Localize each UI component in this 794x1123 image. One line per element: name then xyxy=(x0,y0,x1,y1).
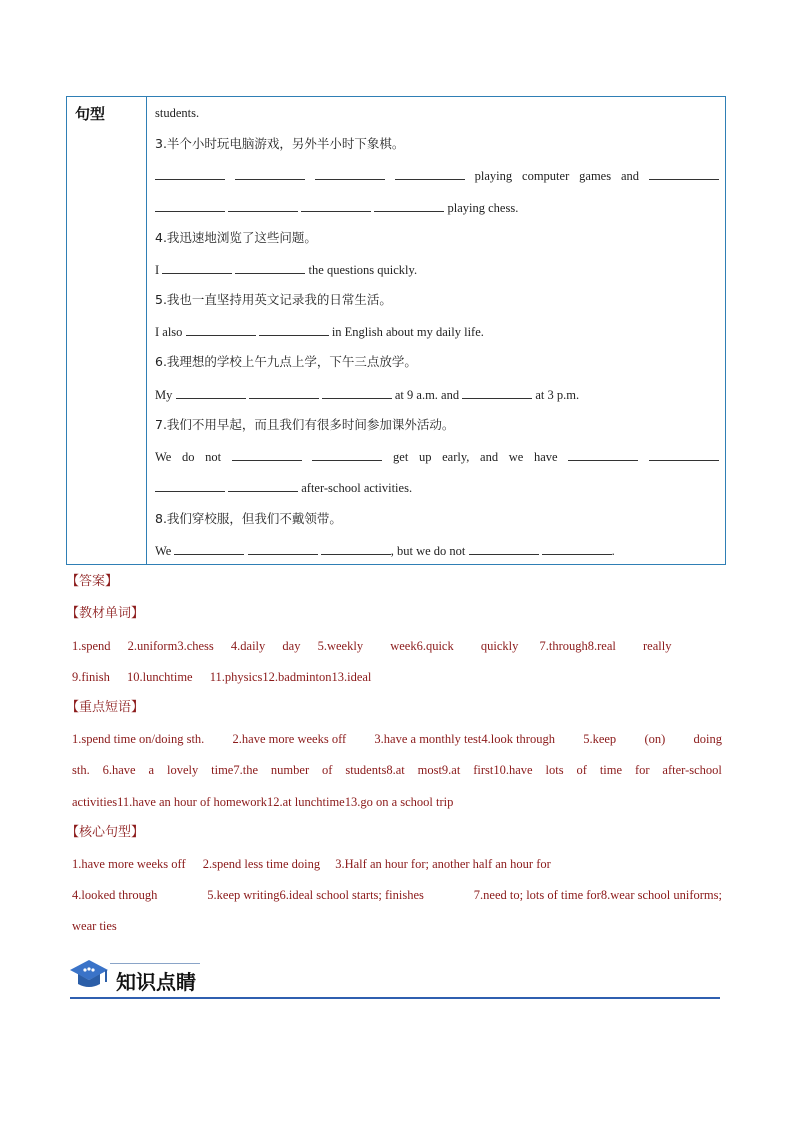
sentence-3-chinese: 3.半个小时玩电脑游戏，另外半小时下象棋。 xyxy=(155,136,405,151)
blank[interactable] xyxy=(155,479,225,492)
blank[interactable] xyxy=(374,199,444,212)
blank[interactable] xyxy=(649,448,719,461)
answers-heading: 【答案】 xyxy=(66,574,119,589)
section-core-sentences-heading: 【核心句型】 xyxy=(66,825,145,840)
answer-item: 2.have more weeks off xyxy=(232,732,347,746)
answer-item: doing xyxy=(693,732,722,746)
text: I also xyxy=(155,325,183,339)
answer-item: 3.have a monthly test4.look through xyxy=(374,732,555,746)
text: at 9 a.m. and xyxy=(394,388,460,402)
text: . xyxy=(611,544,615,558)
blank[interactable] xyxy=(162,261,232,274)
label-sentence-patterns: 句型 xyxy=(75,105,106,123)
sentence-3-line-1 xyxy=(155,167,719,184)
text: playing chess. xyxy=(447,201,519,215)
blank[interactable] xyxy=(155,199,225,212)
blank[interactable] xyxy=(155,167,225,180)
answer-item: 3.Half an hour for; another half an hour for xyxy=(335,857,551,871)
answer-item: 5.keep writing6.ideal school starts; finishes xyxy=(207,888,424,902)
blank[interactable] xyxy=(248,542,318,555)
answer-item: of xyxy=(322,763,333,777)
blank[interactable] xyxy=(542,542,612,555)
word: We xyxy=(155,450,172,464)
blank[interactable] xyxy=(469,542,539,555)
answer-item: 1.have more weeks off xyxy=(72,857,186,871)
answer-item: 11.physics12.badminton13.ideal xyxy=(209,670,372,684)
blank[interactable] xyxy=(228,199,298,212)
text: My xyxy=(155,388,173,402)
blank[interactable] xyxy=(395,167,465,180)
answer-item: 4.looked through xyxy=(72,888,158,902)
answer-item: 1.spend xyxy=(72,639,111,653)
blank[interactable] xyxy=(249,386,319,399)
answer-line xyxy=(72,762,722,778)
blank[interactable] xyxy=(228,479,298,492)
answer-item: a xyxy=(148,763,155,777)
blank[interactable] xyxy=(649,167,719,180)
answer-item: 9.finish xyxy=(72,670,110,684)
sentence-6-chinese: 6.我理想的学校上午九点上学，下午三点放学。 xyxy=(155,354,417,369)
graduation-cap-icon xyxy=(68,958,110,994)
answer-item: 5.keep xyxy=(583,732,617,746)
answer-item: time xyxy=(599,763,623,777)
text: the questions quickly. xyxy=(308,263,418,277)
line-students: students. xyxy=(155,106,200,120)
text: We xyxy=(155,544,172,558)
sentence-7-chinese: 7.我们不用早起，而且我们有很多时间参加课外活动。 xyxy=(155,417,455,432)
answer-item: of xyxy=(576,763,587,777)
text: , but we do not xyxy=(390,544,466,558)
word: get xyxy=(393,450,409,464)
word: games xyxy=(579,169,612,183)
word: not xyxy=(205,450,222,464)
answer-item: 10.lunchtime xyxy=(126,670,193,684)
word: up xyxy=(418,450,432,464)
word: do xyxy=(182,450,195,464)
blank[interactable] xyxy=(235,167,305,180)
answer-item: after-school xyxy=(662,763,722,777)
answer-item: number xyxy=(270,763,310,777)
answer-item: week6.quick xyxy=(390,639,454,653)
answer-item: sth. xyxy=(72,763,90,777)
answer-item: 2.spend less time doing xyxy=(202,857,321,871)
answer-line xyxy=(72,887,722,903)
sentence-5-english xyxy=(155,323,719,340)
text: in English about my daily life. xyxy=(331,325,484,339)
section-title: 知识点睛 xyxy=(116,970,196,994)
blank[interactable] xyxy=(174,542,244,555)
answer-item: quickly xyxy=(480,639,519,653)
text: at 3 p.m. xyxy=(535,388,580,402)
sentence-4-english xyxy=(155,261,719,278)
answer-item: 2.uniform3.chess xyxy=(127,639,214,653)
answer-line xyxy=(72,638,722,654)
sentence-8-chinese: 8.我们穿校服，但我们不戴领带。 xyxy=(155,511,342,526)
blank[interactable] xyxy=(186,323,256,336)
content-column xyxy=(147,97,725,564)
answer-item: lots xyxy=(545,763,564,777)
word: early, xyxy=(442,450,470,464)
blank[interactable] xyxy=(232,448,302,461)
answer-item: 5.weekly xyxy=(317,639,364,653)
answer-item: 1.spend time on/doing sth. xyxy=(72,732,205,746)
answer-item: 7.need to; lots of time for8.wear school uniforms; xyxy=(473,888,722,902)
answer-item: 6.have xyxy=(102,763,136,777)
answer-item: lovely xyxy=(166,763,199,777)
blank[interactable] xyxy=(315,167,385,180)
sentence-3-line-2 xyxy=(155,199,719,216)
sentence-8-english xyxy=(155,542,719,559)
word: playing xyxy=(474,169,513,183)
answer-line: activities11.have an hour of homework12.at lunchtime13.go on a school trip xyxy=(72,795,454,809)
answer-line xyxy=(72,669,722,685)
section-textbook-words-heading: 【教材单词】 xyxy=(66,606,145,621)
blank[interactable] xyxy=(312,448,382,461)
answer-item: for xyxy=(634,763,650,777)
blank[interactable] xyxy=(322,386,392,399)
text: after-school activities. xyxy=(301,481,413,495)
answer-line xyxy=(72,731,722,747)
sentence-4-chinese: 4.我迅速地浏览了这些问题。 xyxy=(155,230,317,245)
sentence-7-line-2 xyxy=(155,479,719,496)
answer-item: day xyxy=(282,639,301,653)
blank[interactable] xyxy=(301,199,371,212)
label-column xyxy=(67,97,147,564)
sentence-7-line-1 xyxy=(155,448,719,465)
word: and xyxy=(480,450,499,464)
blank[interactable] xyxy=(176,386,246,399)
answer-item: first10.have xyxy=(473,763,533,777)
answer-item: 7.through8.real xyxy=(539,639,616,653)
blank[interactable] xyxy=(462,386,532,399)
sentence-5-chinese: 5.我也一直坚持用英文记录我的日常生活。 xyxy=(155,292,392,307)
answer-item: most9.at xyxy=(417,763,461,777)
sentence-6-english xyxy=(155,386,719,403)
answer-item: time7.the xyxy=(211,763,259,777)
answer-item: students8.at xyxy=(345,763,405,777)
answer-line xyxy=(72,856,722,872)
heading-accent-line xyxy=(110,963,200,964)
blank[interactable] xyxy=(321,542,391,555)
blank[interactable] xyxy=(235,261,305,274)
answer-item: 4.daily xyxy=(230,639,266,653)
answer-line: wear ties xyxy=(72,919,117,933)
word: we xyxy=(508,450,524,464)
answer-item: (on) xyxy=(644,732,666,746)
answer-item: really xyxy=(642,639,672,653)
blank[interactable] xyxy=(259,323,329,336)
text: I xyxy=(155,263,160,277)
sentence-table xyxy=(66,96,726,565)
word: computer xyxy=(522,169,570,183)
section-key-phrases-heading: 【重点短语】 xyxy=(66,700,145,715)
blank[interactable] xyxy=(568,448,638,461)
word: and xyxy=(621,169,640,183)
section-divider xyxy=(70,997,720,999)
word: have xyxy=(533,450,558,464)
